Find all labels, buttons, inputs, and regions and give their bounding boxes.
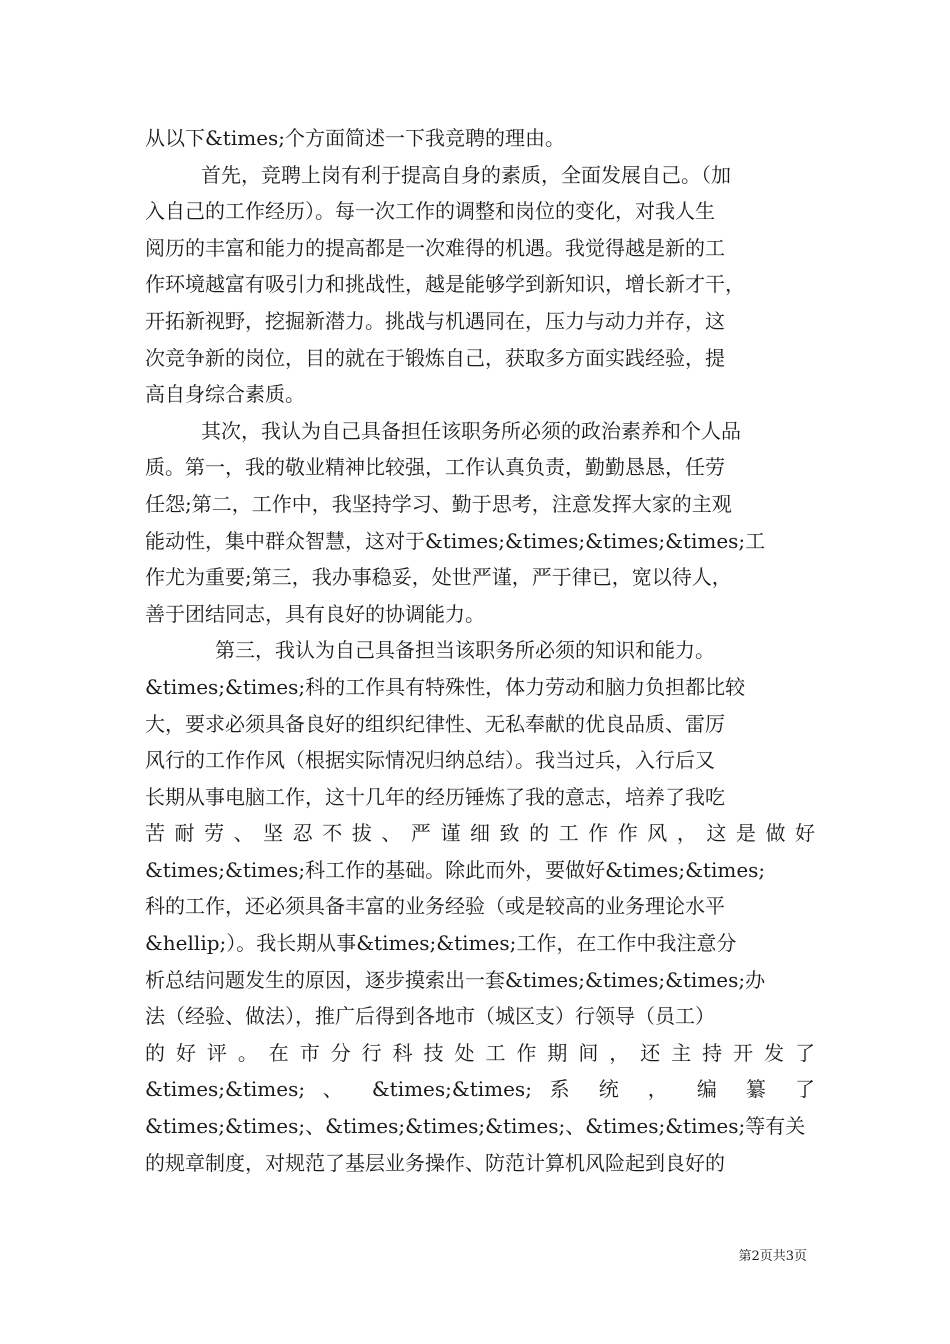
text-line: 风行的工作作风（根据实际情况归纳总结）。我当过兵，入行后又 [145,748,715,773]
paragraph-first-line: 首先，竞聘上岗有利于提高自身的素质，全面发展自己。（加 [201,162,731,187]
paragraph-first-line: 其次，我认为自己具备担任该职务所必须的政治素养和个人品 [201,418,741,443]
text-line: 善于团结同志，具有良好的协调能力。 [145,601,485,626]
text-line: &times;&times;科的工作具有特殊性，体力劳动和脑力负担都比较 [145,674,746,699]
text-line: 苦耐劳、坚忍不拔、严谨细致的工作作风，这是做好 [145,821,815,846]
text-line: 法（经验、做法），推广后得到各地市（城区支）行领导（员工） [145,1004,715,1029]
text-line: 高自身综合素质。 [145,382,305,407]
text-line: 的好评。在市分行科技处工作期间，还主持开发了 [145,1040,815,1065]
document-body [145,120,815,1181]
text-line: 长期从事电脑工作，这十几年的经历锤炼了我的意志，培养了我吃 [145,784,725,809]
text-line: 开拓新视野，挖掘新潜力。挑战与机遇同在，压力与动力并存，这 [145,308,725,333]
text-line: &times;&times;、&times;&times;&times;、&times;&times;等有关 [145,1114,806,1139]
text-line: 析总结问题发生的原因，逐步摸索出一套&times;&times;&times;办 [145,967,766,992]
text-line: 质。第一，我的敬业精神比较强，工作认真负责，勤勤恳恳，任劳 [145,455,725,480]
text-line: 任怨;第二，工作中，我坚持学习、勤于思考，注意发挥大家的主观 [145,491,732,516]
text-line: &hellip;）。我长期从事&times;&times;工作，在工作中我注意分 [145,931,737,956]
text-line: &times;&times; 、 &times;&times; 系 统 ， 编 纂 了 [145,1077,815,1102]
page-number: 第2页共3页 [738,1249,807,1264]
text-line: 的规章制度，对规范了基层业务操作、防范计算机风险起到良好的 [145,1150,725,1175]
text-line: 大，要求必须具备良好的组织纪律性、无私奉献的优良品质、雷厉 [145,711,725,736]
text-line: &times;&times;科工作的基础。除此而外，要做好&times;&times; [145,857,766,882]
text-line: 次竞争新的岗位，目的就在于锻炼自己，获取多方面实践经验，提 [145,345,725,370]
text-line: 阅历的丰富和能力的提高都是一次难得的机遇。我觉得越是新的工 [145,235,725,260]
text-line: 入自己的工作经历）。每一次工作的调整和岗位的变化，对我人生 [145,199,715,224]
paragraph-first-line: 第三，我认为自己具备担当该职务所必须的知识和能力。 [215,638,715,663]
text-line: 作环境越富有吸引力和挑战性，越是能够学到新知识，增长新才干， [145,272,745,297]
text-line: 作尤为重要;第三，我办事稳妥，处世严谨，严于律已，宽以待人， [145,565,732,590]
text-line: 科的工作，还必须具备丰富的业务经验（或是较高的业务理论水平 [145,894,725,919]
text-line: 从以下&times;个方面简述一下我竞聘的理由。 [145,126,566,150]
text-line: 能动性，集中群众智慧，这对于&times;&times;&times;&times;工 [145,528,766,553]
